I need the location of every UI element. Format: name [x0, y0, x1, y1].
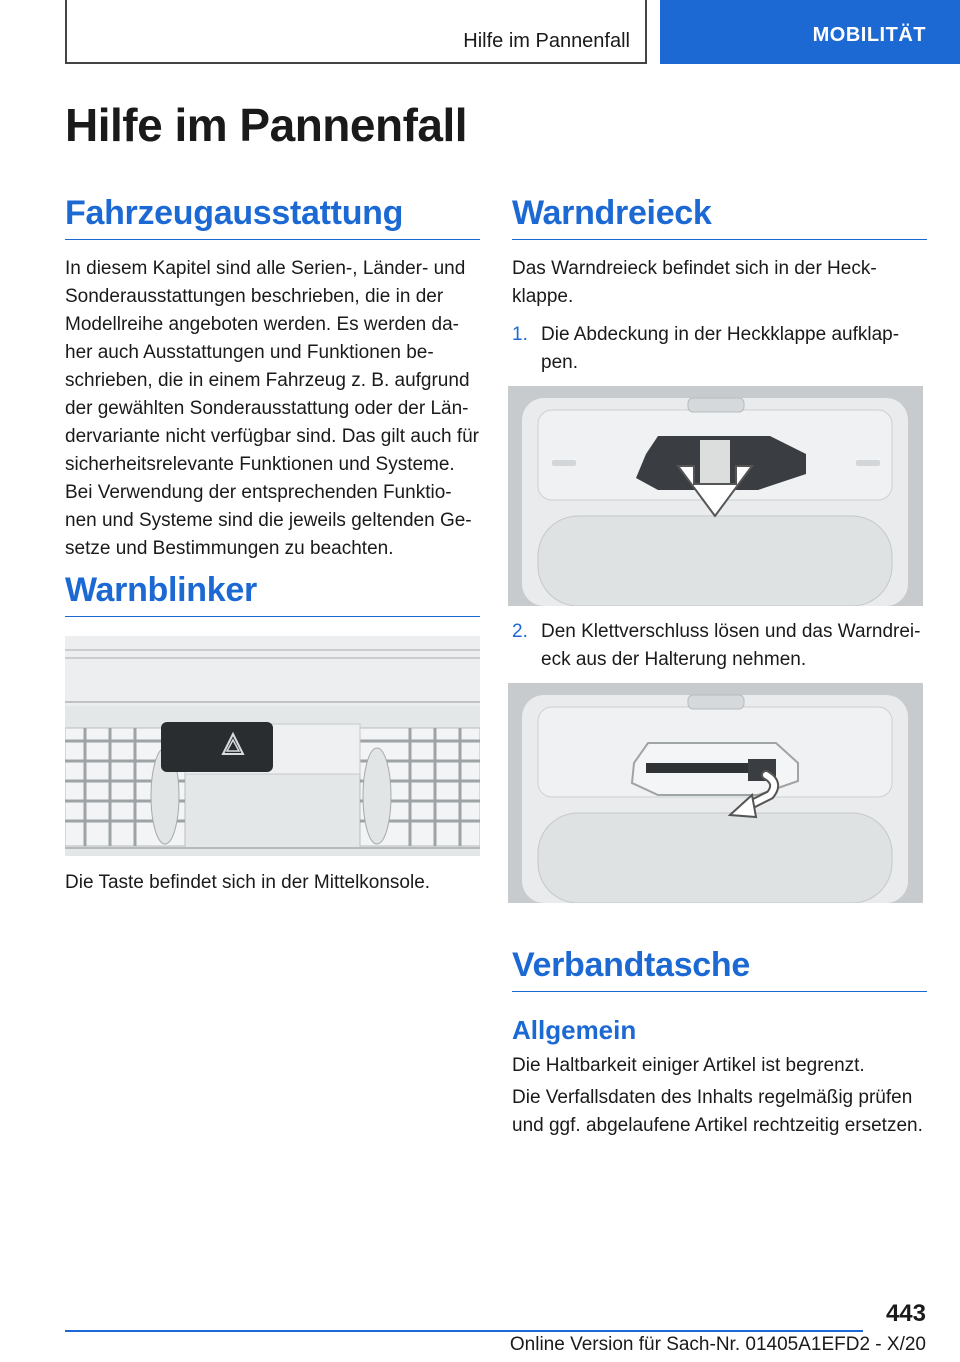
header-chapter-label: MOBILITÄT	[812, 23, 926, 46]
hazard-console-illustration	[65, 636, 480, 856]
warnblinker-image	[65, 636, 480, 856]
heading-warndreieck: Warndreieck	[512, 194, 927, 240]
heading-warnblinker: Warnblinker	[65, 571, 480, 617]
subheading-allgemein: Allgemein	[512, 1015, 637, 1045]
heading-fahrzeugausstattung: Fahrzeugausstattung	[65, 194, 480, 240]
text-line: Das Warndreieck befindet sich in der Heck-	[512, 258, 877, 279]
text-line: und ggf. abgelaufene Artikel rechtzeitig ersetzen.	[512, 1115, 923, 1136]
warnblinker-caption: Die Taste befindet sich in der Mittelkonsole.	[65, 872, 431, 893]
text-line: nen und Systeme sind die jeweils geltenden Ge-	[65, 510, 472, 531]
text-line: eck aus der Halterung nehmen.	[541, 649, 807, 670]
header-chapter-tab[interactable]	[660, 0, 960, 64]
text-line: pen.	[541, 352, 578, 373]
text-line: Sonderausstattungen beschrieben, die in der	[65, 286, 444, 307]
paragraph-fahrzeugausstattung	[65, 255, 485, 563]
page-number: 443	[885, 1300, 926, 1327]
header-section-title: Hilfe im Pannenfall	[463, 30, 630, 52]
step-2	[512, 618, 927, 674]
triangle-removal-illustration	[508, 683, 923, 903]
footer-version-text: Online Version für Sach-Nr. 01405A1EFD2 - X/20	[509, 1334, 926, 1355]
text-line: schrieben, die in einem Fahrzeug z. B. aufgrund	[65, 370, 470, 391]
page-title: Hilfe im Pannenfall	[65, 99, 468, 151]
text-line: klappe.	[512, 286, 574, 307]
step-number: 2.	[512, 621, 528, 642]
verbandtasche-paragraph-2	[512, 1084, 932, 1140]
step-number: 1.	[512, 324, 528, 345]
footer-divider	[65, 1330, 863, 1332]
text-line: Den Klettverschluss lösen und das Warndrei-	[541, 621, 921, 642]
warndreieck-intro	[512, 255, 927, 311]
text-line: dervariante nicht verfügbar sind. Das gilt auch für	[65, 426, 479, 447]
text-line: In diesem Kapitel sind alle Serien-, Länder- und	[65, 258, 466, 279]
step-1	[512, 321, 927, 377]
text-line: der gewählten Sonderausstattung oder der Län-	[65, 398, 469, 419]
text-line: her auch Ausstattungen und Funktionen be-	[65, 342, 434, 363]
text-line: Die Verfallsdaten des Inhalts regelmäßig prüfen	[512, 1087, 913, 1108]
warndreieck-removal-image	[508, 683, 923, 903]
text-line: sicherheitsrelevante Funktionen und Systeme.	[65, 454, 455, 475]
text-line: setze und Bestimmungen zu beachten.	[65, 538, 394, 559]
text-line: Die Abdeckung in der Heckklappe aufklap-	[541, 324, 900, 345]
text-line: Bei Verwendung der entsprechenden Funktio-	[65, 482, 452, 503]
heckklappe-cover-image	[508, 386, 923, 606]
text-line: Modellreihe angeboten werden. Es werden da-	[65, 314, 459, 335]
heading-verbandtasche: Verbandtasche	[512, 946, 927, 992]
tailgate-cover-illustration	[508, 386, 923, 606]
verbandtasche-paragraph-1: Die Haltbarkeit einiger Artikel ist begrenzt.	[512, 1055, 865, 1076]
